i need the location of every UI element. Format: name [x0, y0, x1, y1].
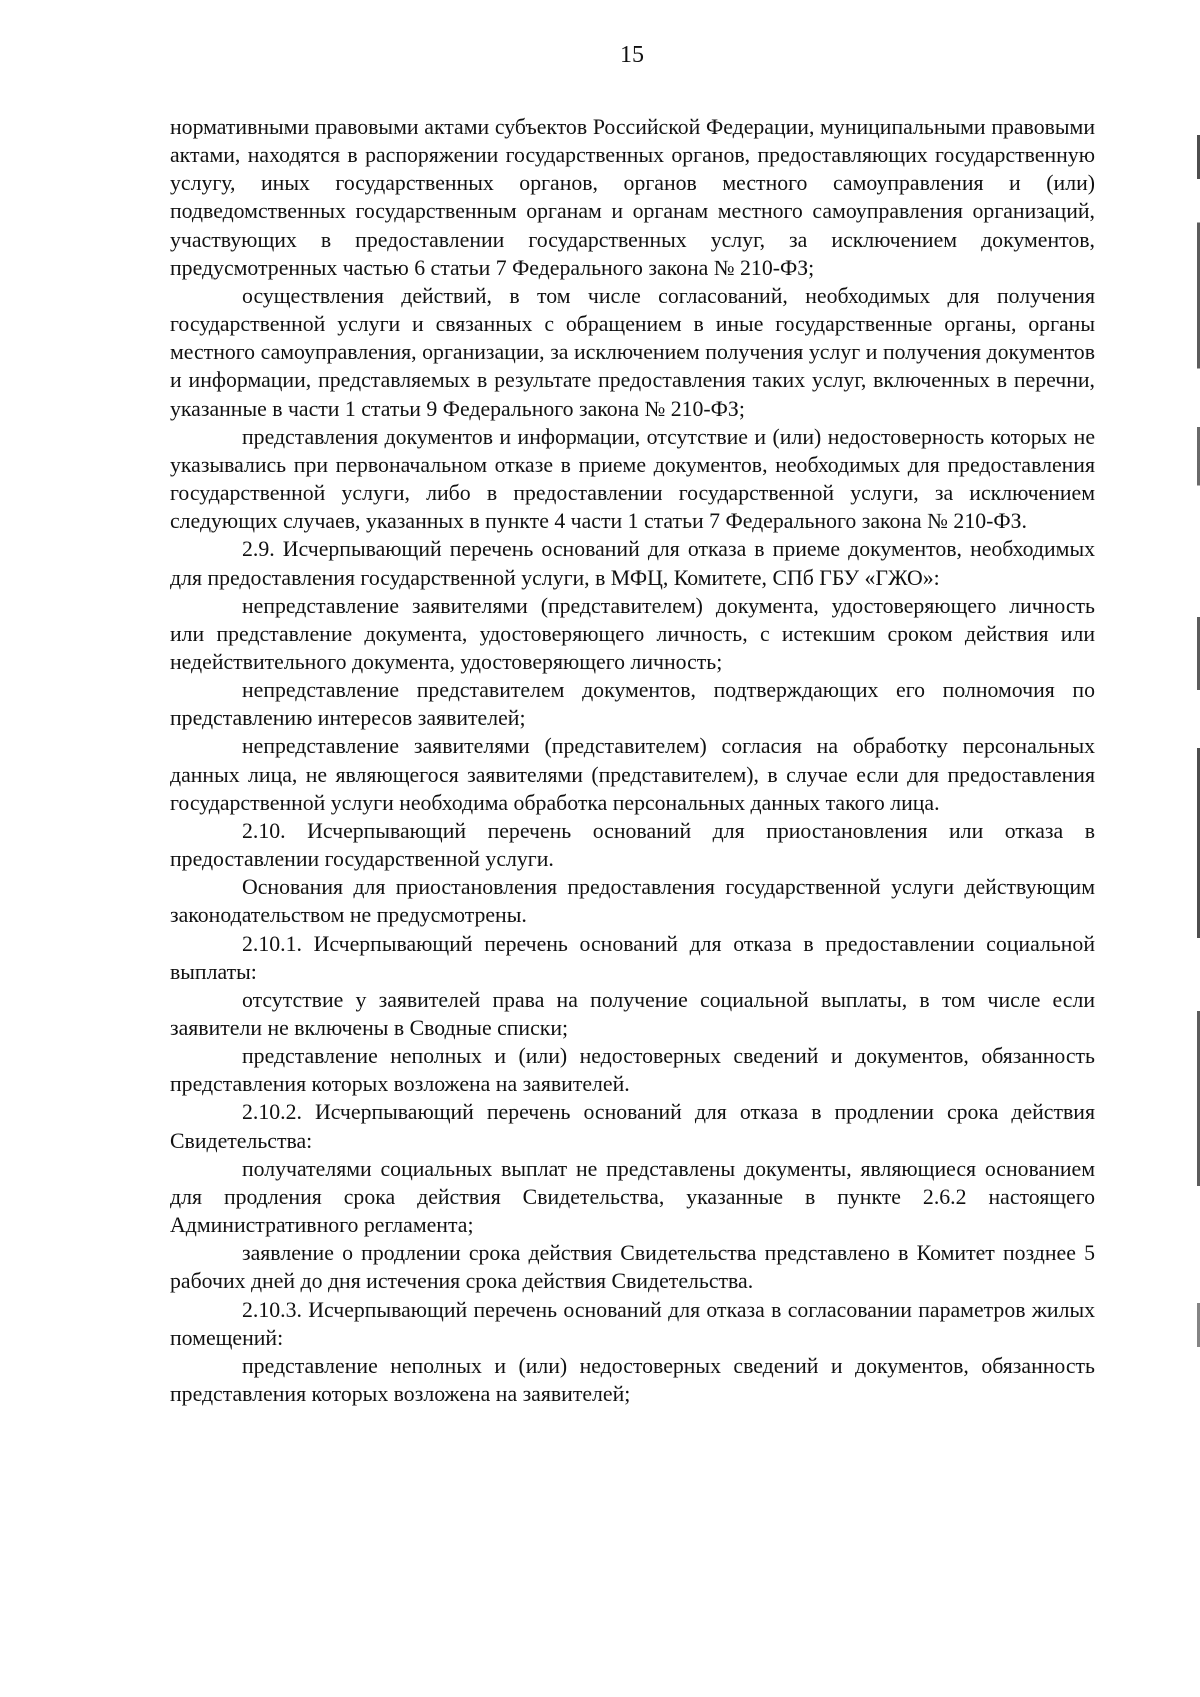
paragraph-continuation: нормативными правовыми актами субъектов Российской Федерации, муниципальными правовыми актами, находятся в распоряжении государственных органов, предоставляющих государственную услугу, иных государственных органов, органов местного самоуправления и (или) подведомственных государственным органам и органам местного самоуправления организаций, участвующих в предоставлении государственных услуг, за исключением документов, предусмотренных частью 6 статьи 7 Федерального закона № 210-ФЗ; — [170, 115, 1095, 280]
paragraph: непредставление заявителями (представителем) документа, удостоверяющего личность или представление документа, удостоверяющего личность, с истекшим сроком действия или недействительного документа, удостоверяющего личность; — [170, 593, 1095, 674]
paragraph: заявление о продлении срока действия Свидетельства представлено в Комитет позднее 5 рабочих дней до дня истечения срока действия Свидетельства. — [170, 1241, 1095, 1294]
document-body — [170, 113, 1095, 1408]
paragraph: представление неполных и (или) недостоверных сведений и документов, обязанность представления которых возложена на заявителей. — [170, 1044, 1095, 1097]
section-2-10-heading: 2.10. Исчерпывающий перечень оснований для приостановления или отказа в предоставлении государственной услуги. — [170, 818, 1095, 872]
section-2-10-3-heading: 2.10.3. Исчерпывающий перечень оснований для отказа в согласовании параметров жилых помещений: — [170, 1297, 1095, 1350]
paragraph: представления документов и информации, отсутствие и (или) недостоверность которых не указывались при первоначальном отказе в приеме документов, необходимых для предоставления государственной услуги, либо в предоставлении государственной услуги, за исключением следующих случаев, указанных в пункте 4 части 1 статьи 7 Федерального закона № 210-ФЗ. — [170, 424, 1095, 534]
paragraph: осуществления действий, в том числе согласований, необходимых для получения государственной услуги и связанных с обращением в иные государственные органы, органы местного самоуправления, организации, за исключением получения услуг и получения документов и информации, представляемых в результате предоставления таких услуг, включенных в перечни, указанные в части 1 статьи 9 Федерального закона № 210-ФЗ; — [170, 283, 1095, 421]
paragraph: непредставление заявителями (представителем) согласия на обработку персональных данных лица, не являющегося заявителями (представителем), в случае если для предоставления государственной услуги необходима обработка персональных данных такого лица. — [170, 734, 1095, 815]
paragraph: непредставление представителем документов, подтверждающих его полномочия по представлению интересов заявителей; — [170, 678, 1095, 731]
paragraph: отсутствие у заявителей права на получение социальной выплаты, в том числе если заявители не включены в Сводные списки; — [170, 987, 1095, 1040]
paragraph: Основания для приостановления предоставления государственной услуги действующим законодательством не предусмотрены. — [170, 875, 1095, 928]
section-2-10-1-heading: 2.10.1. Исчерпывающий перечень оснований для отказа в предоставлении социальной выплаты: — [170, 931, 1095, 984]
paragraph: получателями социальных выплат не представлены документы, являющиеся основанием для продления срока действия Свидетельства, указанные в пункте 2.6.2 настоящего Административного регламента; — [170, 1156, 1095, 1238]
paragraph: представление неполных и (или) недостоверных сведений и документов, обязанность представления которых возложена на заявителей; — [170, 1353, 1095, 1407]
section-2-9-heading: 2.9. Исчерпывающий перечень оснований для отказа в приеме документов, необходимых для предоставления государственной услуги, в МФЦ, Комитете, СПб ГБУ «ГЖО»: — [170, 537, 1095, 590]
section-2-10-2-heading: 2.10.2. Исчерпывающий перечень оснований для отказа в продлении срока действия Свидетельства: — [170, 1100, 1095, 1153]
page-number: 15 — [620, 42, 644, 68]
